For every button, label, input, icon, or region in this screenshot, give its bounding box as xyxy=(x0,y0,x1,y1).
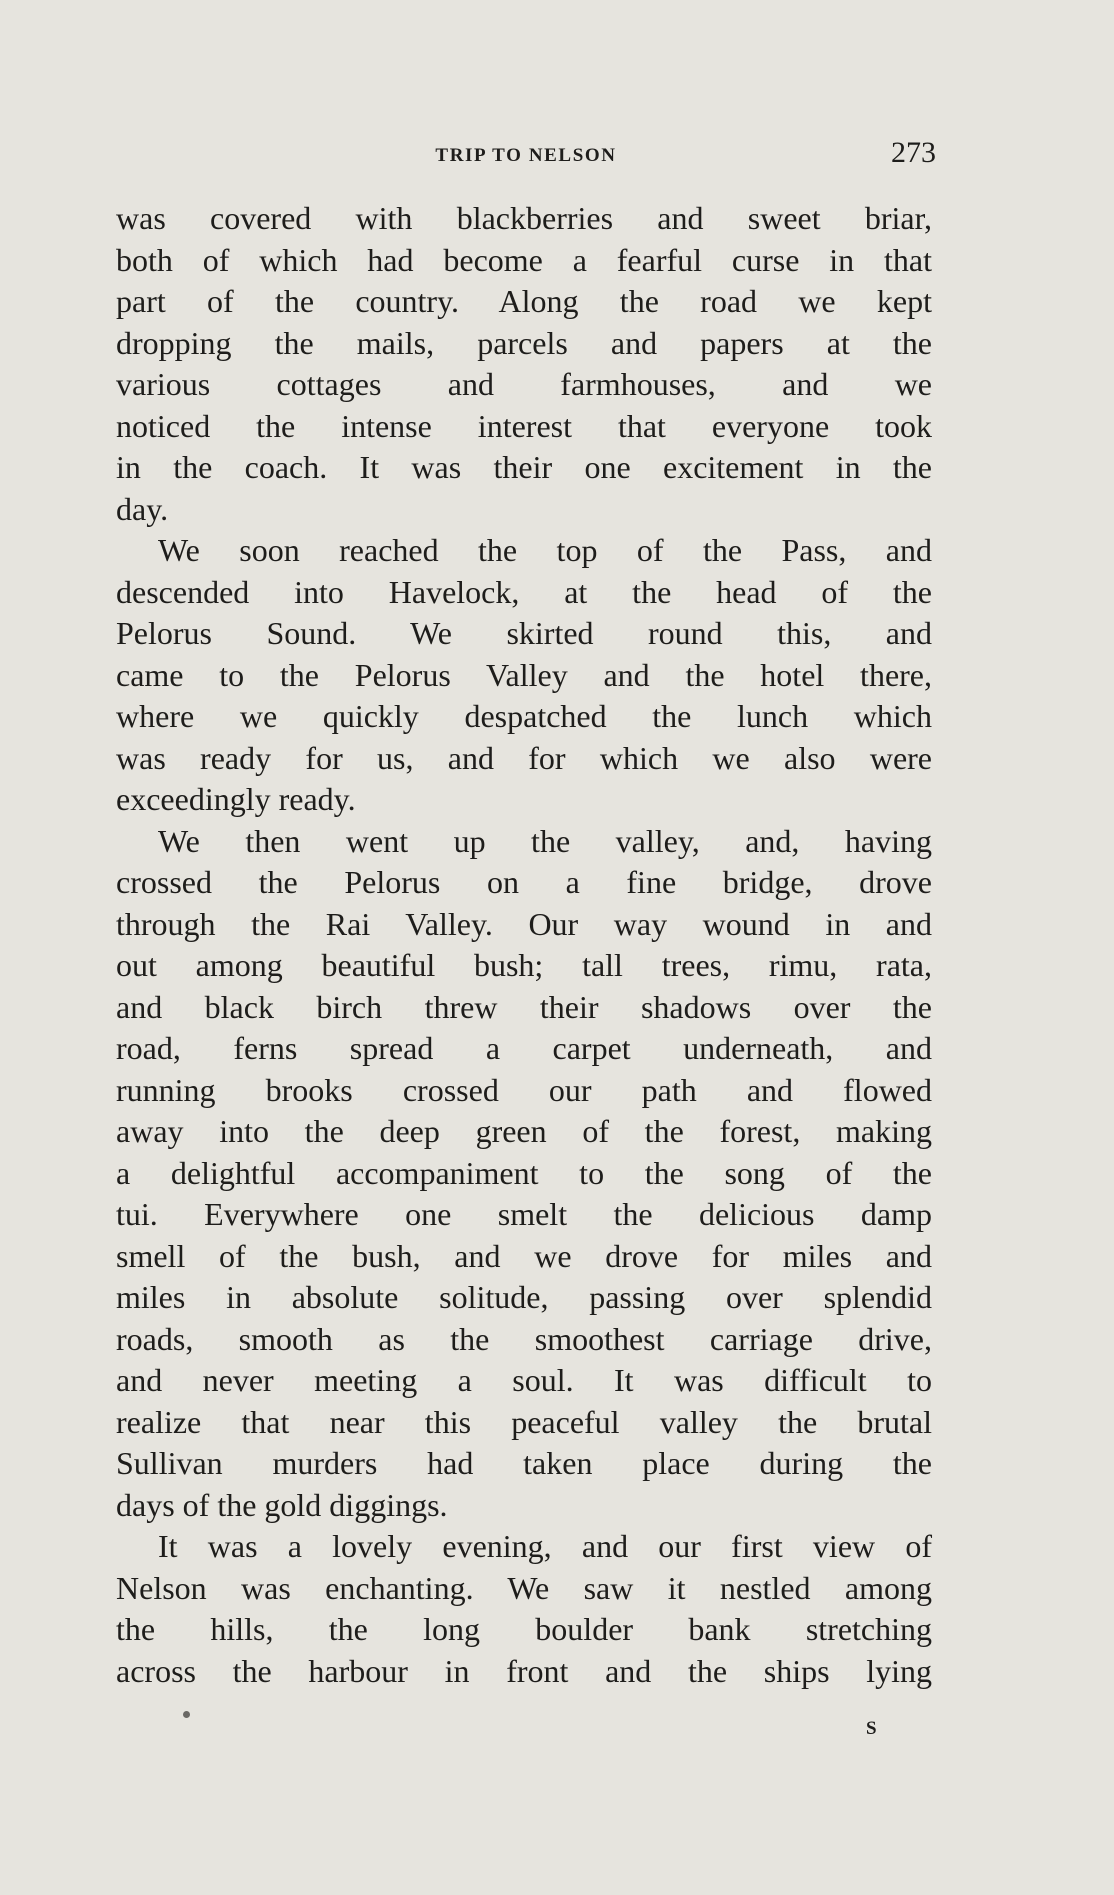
text-line: dropping the mails, parcels and papers at the xyxy=(116,324,932,361)
ink-speck xyxy=(183,1711,190,1718)
running-head xyxy=(116,136,936,176)
text-line: miles in absolute solitude, passing over splendid xyxy=(116,1279,932,1315)
text-line: Sullivan murders had taken place during the xyxy=(116,1445,932,1481)
text-line: exceedingly ready. xyxy=(116,781,356,817)
text-line: roads, smooth as the smoothest carriage drive, xyxy=(116,1320,932,1357)
text-line: smell of the bush, and we drove for miles and xyxy=(116,1237,932,1274)
text-line: We then went up the valley, and, having xyxy=(158,822,932,859)
text-line: out among beautiful bush; tall trees, rimu, rata, xyxy=(116,947,932,983)
text-line: the hills, the long boulder bank stretching xyxy=(116,1611,932,1647)
text-line: both of which had become a fearful curse in that xyxy=(116,241,932,278)
text-line: Nelson was enchanting. We saw it nestled among xyxy=(116,1569,932,1606)
text-line: through the Rai Valley. Our way wound in and xyxy=(116,905,932,942)
text-line: tui. Everywhere one smelt the delicious damp xyxy=(116,1196,932,1232)
text-line: days of the gold diggings. xyxy=(116,1486,448,1523)
text-line: a delightful accompaniment to the song of the xyxy=(116,1154,932,1191)
body-text xyxy=(116,198,932,1692)
text-line: realize that near this peaceful valley the brutal xyxy=(116,1403,932,1440)
text-line: in the coach. It was their one excitement in the xyxy=(116,449,932,485)
text-line: came to the Pelorus Valley and the hotel there, xyxy=(116,656,932,693)
text-line: day. xyxy=(116,490,169,527)
page-number: 273 xyxy=(891,136,936,169)
text-line: Pelorus Sound. We skirted round this, and xyxy=(116,615,932,651)
text-line: We soon reached the top of the Pass, and xyxy=(158,532,932,568)
running-title: TRIP TO NELSON xyxy=(435,145,617,166)
text-line: descended into Havelock, at the head of the xyxy=(116,573,932,610)
text-line: and never meeting a soul. It was difficult to xyxy=(116,1362,932,1398)
text-line: was ready for us, and for which we also were xyxy=(116,739,932,776)
text-line: It was a lovely evening, and our first view of xyxy=(158,1528,932,1564)
signature-mark: S xyxy=(866,1718,877,1739)
text-line: noticed the intense interest that everyone took xyxy=(116,407,932,444)
text-line: running brooks crossed our path and flowed xyxy=(116,1071,932,1108)
text-line: part of the country. Along the road we kept xyxy=(116,283,932,319)
text-line: away into the deep green of the forest, making xyxy=(116,1113,932,1149)
text-line: and black birch threw their shadows over the xyxy=(116,988,932,1025)
text-line: where we quickly despatched the lunch which xyxy=(116,698,932,734)
text-line: crossed the Pelorus on a fine bridge, drove xyxy=(116,864,932,900)
text-line: various cottages and farmhouses, and we xyxy=(116,366,932,402)
text-line: was covered with blackberries and sweet briar, xyxy=(116,200,932,236)
text-line: across the harbour in front and the ships lying xyxy=(116,1652,932,1689)
text-line: road, ferns spread a carpet underneath, and xyxy=(116,1030,932,1066)
